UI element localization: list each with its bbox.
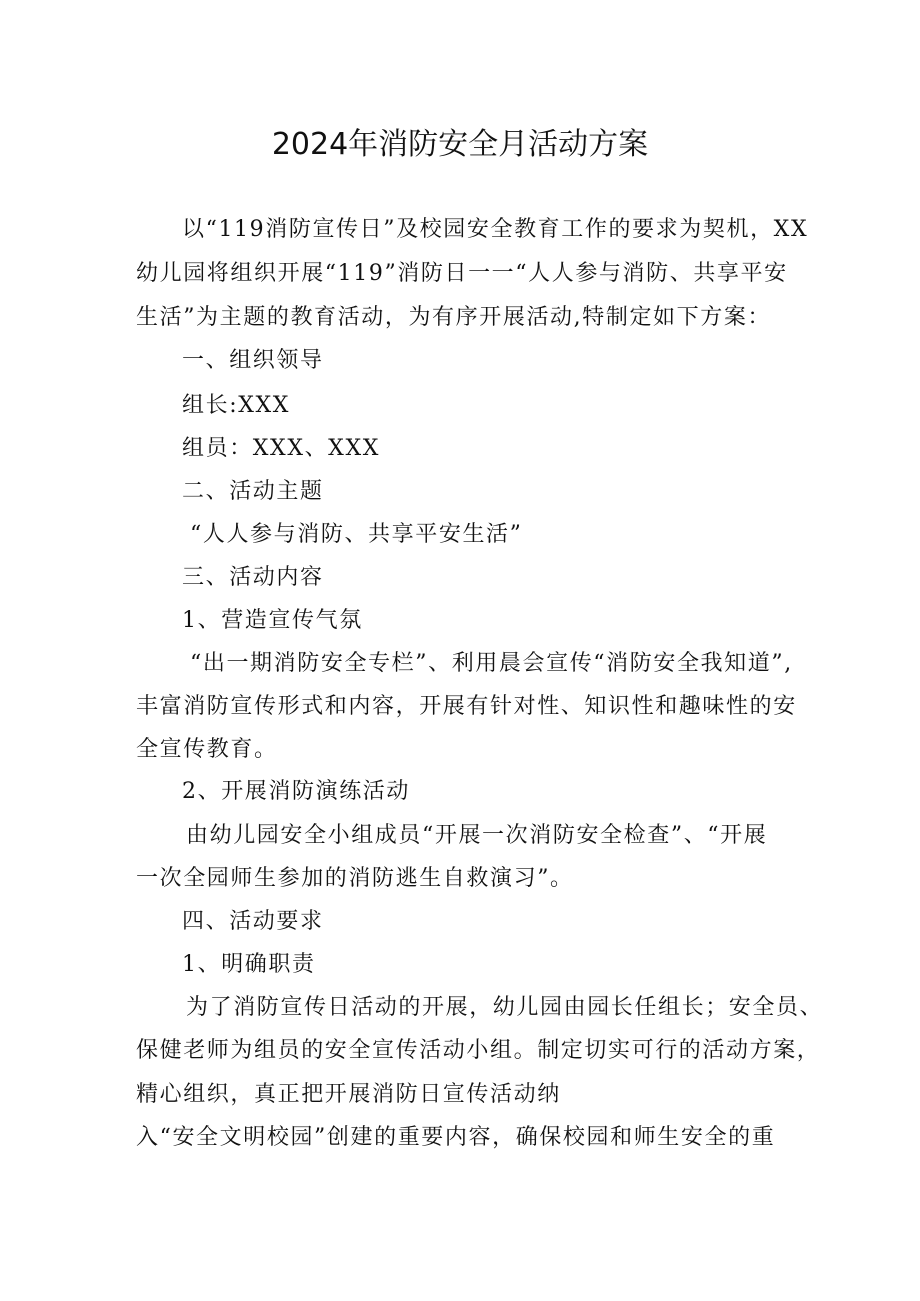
paragraph-line: 幼儿园将组织开展“119”消防日一一“人人参与消防、共享平安 bbox=[136, 261, 788, 286]
paragraph-line: 全宣传教育。 bbox=[136, 737, 278, 762]
paragraph-line: 组员：XXX、XXX bbox=[182, 436, 380, 461]
section-heading: 三、活动内容 bbox=[182, 565, 324, 590]
paragraph-line: 组长:XXX bbox=[182, 393, 290, 418]
paragraph-line: 由幼儿园安全小组成员“开展一次消防安全检查”、“开展 bbox=[186, 823, 768, 848]
paragraph-line: “人人参与消防、共享平安生活” bbox=[190, 522, 523, 547]
paragraph-line: 精心组织，真正把开展消防日宣传活动纳 bbox=[136, 1082, 561, 1107]
paragraph-line: 保健老师为组员的安全宣传活动小组。制定切实可行的活动方案， bbox=[136, 1038, 821, 1063]
subsection-heading: 2、开展消防演练活动 bbox=[182, 779, 410, 804]
paragraph-line: “出一期消防安全专栏”、利用晨会宣传“消防安全我知道”, bbox=[190, 651, 793, 676]
section-heading: 一、组织领导 bbox=[182, 348, 324, 373]
paragraph-line: 以“119消防宣传日”及校园安全教育工作的要求为契机，XX bbox=[182, 217, 809, 242]
subsection-heading: 1、营造宣传气氛 bbox=[182, 608, 363, 633]
paragraph-line: 一次全园师生参加的消防逃生自救演习”。 bbox=[136, 866, 574, 891]
section-heading: 四、活动要求 bbox=[182, 909, 324, 934]
section-heading: 二、活动主题 bbox=[182, 479, 324, 504]
paragraph-line: 为了消防宣传日活动的开展，幼儿园由园长任组长；安全员、 bbox=[186, 995, 824, 1020]
document-title: 2024年消防安全月活动方案 bbox=[271, 127, 649, 162]
paragraph-line: 入“安全文明校园”创建的重要内容，确保校园和师生安全的重 bbox=[136, 1125, 776, 1150]
paragraph-line: 生活”为主题的教育活动，为有序开展活动,特制定如下方案： bbox=[136, 305, 772, 330]
subsection-heading: 1、明确职责 bbox=[182, 952, 316, 977]
paragraph-line: 丰富消防宣传形式和内容，开展有针对性、知识性和趣味性的安 bbox=[136, 694, 797, 719]
